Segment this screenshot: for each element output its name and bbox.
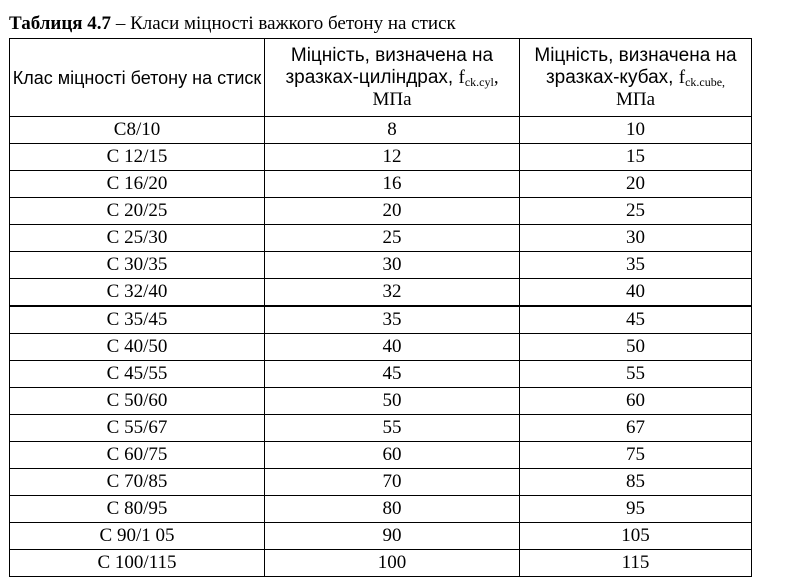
cylinder-strength-cell: 30: [265, 252, 520, 279]
header-row: [10, 39, 752, 117]
table-row: [10, 279, 752, 307]
class-cell: С 25/30: [10, 225, 265, 252]
cube-strength-cell: 50: [520, 334, 752, 361]
cylinder-strength-cell: 32: [265, 279, 520, 307]
header-cylinder-comma: ,: [493, 66, 499, 88]
header-cube-subscript: ck.cube,: [685, 74, 726, 89]
class-cell: С 20/25: [10, 198, 265, 225]
cylinder-strength-cell: 12: [265, 144, 520, 171]
header-cube-label: Міцність, визначена на зразках-кубах,: [534, 44, 737, 88]
cylinder-strength-cell: 20: [265, 198, 520, 225]
cylinder-strength-cell: 100: [265, 550, 520, 577]
table-caption: [9, 13, 456, 35]
header-cylinder: [265, 39, 520, 117]
cube-strength-cell: 85: [520, 469, 752, 496]
class-cell: С 30/35: [10, 252, 265, 279]
class-cell: С 55/67: [10, 415, 265, 442]
table-row: [10, 388, 752, 415]
header-cube-unit: МПа: [615, 88, 656, 110]
concrete-strength-table: [9, 38, 752, 577]
cube-strength-cell: 95: [520, 496, 752, 523]
cube-strength-cell: 40: [520, 279, 752, 307]
class-cell: С 50/60: [10, 388, 265, 415]
table-row: [10, 306, 752, 334]
table-row: [10, 469, 752, 496]
class-cell: С 80/95: [10, 496, 265, 523]
table-row: [10, 415, 752, 442]
cube-strength-cell: 10: [520, 117, 752, 144]
class-cell: С 35/45: [10, 306, 265, 334]
caption-separator: –: [111, 13, 131, 34]
class-cell: С 90/1 05: [10, 523, 265, 550]
header-cylinder-unit: МПа: [372, 88, 412, 110]
cylinder-strength-cell: 70: [265, 469, 520, 496]
table-row: [10, 550, 752, 577]
class-cell: С 70/85: [10, 469, 265, 496]
cube-strength-cell: 55: [520, 361, 752, 388]
cube-strength-cell: 15: [520, 144, 752, 171]
class-cell: С 12/15: [10, 144, 265, 171]
table-row: [10, 225, 752, 252]
class-cell: С8/10: [10, 117, 265, 144]
header-class: [10, 39, 265, 117]
header-cube-symbol: f: [678, 66, 686, 88]
header-cylinder-symbol: f: [458, 66, 465, 88]
cylinder-strength-cell: 35: [265, 306, 520, 334]
table-row: [10, 117, 752, 144]
cylinder-strength-cell: 25: [265, 225, 520, 252]
class-cell: С 32/40: [10, 279, 265, 307]
cylinder-strength-cell: 16: [265, 171, 520, 198]
cylinder-strength-cell: 60: [265, 442, 520, 469]
caption-text: Класи міцності важкого бетону на стиск: [130, 13, 456, 34]
header-class-label: Клас міцності бетону на стиск: [12, 67, 262, 88]
cylinder-strength-cell: 8: [265, 117, 520, 144]
table-row: [10, 523, 752, 550]
cube-strength-cell: 60: [520, 388, 752, 415]
cube-strength-cell: 115: [520, 550, 752, 577]
header-cube: [520, 39, 752, 117]
cube-strength-cell: 75: [520, 442, 752, 469]
class-cell: С 40/50: [10, 334, 265, 361]
cylinder-strength-cell: 80: [265, 496, 520, 523]
cylinder-strength-cell: 50: [265, 388, 520, 415]
table-row: [10, 198, 752, 225]
header-cylinder-label: Міцність, визначена на зразках-циліндрах,: [285, 44, 494, 88]
cube-strength-cell: 35: [520, 252, 752, 279]
table-row: [10, 252, 752, 279]
cylinder-strength-cell: 90: [265, 523, 520, 550]
cylinder-strength-cell: 40: [265, 334, 520, 361]
class-cell: С 60/75: [10, 442, 265, 469]
class-cell: С 16/20: [10, 171, 265, 198]
table-row: [10, 361, 752, 388]
cube-strength-cell: 30: [520, 225, 752, 252]
table-row: [10, 442, 752, 469]
table-row: [10, 334, 752, 361]
cylinder-strength-cell: 55: [265, 415, 520, 442]
cube-strength-cell: 67: [520, 415, 752, 442]
cube-strength-cell: 25: [520, 198, 752, 225]
table-row: [10, 171, 752, 198]
header-cylinder-subscript: ck.cyl: [464, 74, 494, 89]
cube-strength-cell: 105: [520, 523, 752, 550]
class-cell: С 100/115: [10, 550, 265, 577]
class-cell: С 45/55: [10, 361, 265, 388]
table-number: Таблиця 4.7: [9, 13, 112, 34]
cube-strength-cell: 20: [520, 171, 752, 198]
table-row: [10, 144, 752, 171]
cylinder-strength-cell: 45: [265, 361, 520, 388]
table-row: [10, 496, 752, 523]
cube-strength-cell: 45: [520, 306, 752, 334]
